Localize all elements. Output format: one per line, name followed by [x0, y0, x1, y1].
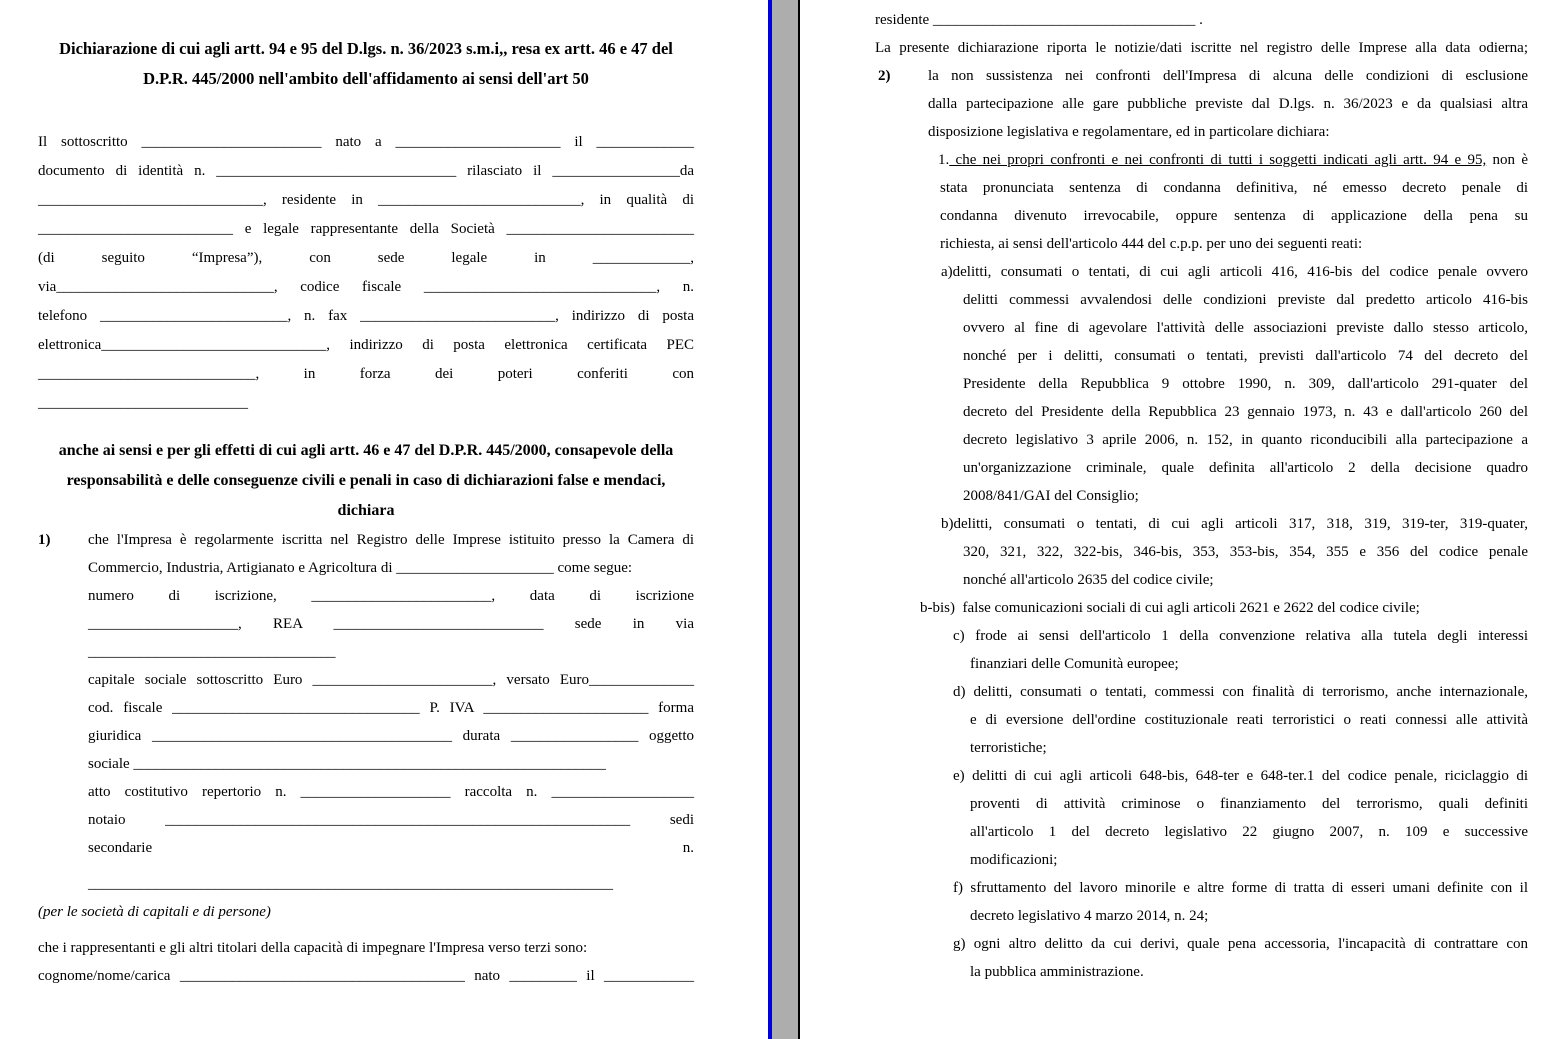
item-1-registro-imprese — [38, 526, 694, 898]
clause-c-line-1: c) frode ai sensi dell'articolo 1 della convenzione relativa alla tutela degli interessi — [953, 628, 1528, 644]
clause-c — [875, 622, 1528, 678]
clause-a-line-1: a)delitti, consumati o tentati, di cui agli articoli 416, 416-bis del codice penale ovvero — [941, 264, 1528, 280]
clause-b-line-1: b)delitti, consumati o tentati, di cui agli articoli 317, 318, 319, 319-ter, 319-quater, — [941, 516, 1528, 532]
dichiara-heading: dichiara — [337, 502, 395, 519]
item-1-line-notaio: notaio ______________________________________________________________ sedi — [88, 812, 694, 828]
item-1-line-atto-costitutivo: atto costitutivo repertorio n. ____________________ raccolta n. ___________________ — [88, 784, 694, 800]
clause-b-bis: b-bis) false comunicazioni sociali di cui agli articoli 2621 e 2622 del codice civile; — [920, 600, 1420, 616]
clause-a-line-8: un'organizzazione criminale, quale definita all'articolo 2 della decisione quadro — [963, 460, 1528, 476]
representatives-section — [38, 934, 694, 990]
clause-a-line-6: decreto del Presidente della Repubblica 23 gennaio 1973, n. 43 e dall'articolo 260 del — [963, 404, 1528, 420]
sub-item-1-line-1: 1. che nei propri confronti e nei confronti di tutti i soggetti indicati agli artt. 94 e 95, non è — [938, 152, 1528, 168]
clause-f-line-1: f) sfruttamento del lavoro minorile e altre forme di tratta di esseri umani definite con il — [953, 880, 1528, 896]
form-line-sede-legale: (di seguito “Impresa”), con sede legale in _____________, — [38, 250, 694, 266]
clause-d-line-2: e di eversione dell'ordine costituzionale reati terroristici o reati connessi alle attività — [970, 712, 1528, 728]
form-line-rappresentante: __________________________ e legale rappresentante della Società _________________________ — [38, 221, 694, 237]
clause-a-line-3: ovvero al fine di agevolare l'attività delle associazioni previste dallo stesso articolo, — [963, 320, 1528, 336]
item-2-line-2: dalla partecipazione alle gare pubbliche previste dal D.lgs. n. 36/2023 e da qualsiasi altra — [928, 96, 1528, 112]
item-2-non-sussistenza — [875, 62, 1528, 146]
form-line-documento: documento di identità n. ________________________________ rilasciato il _________________da — [38, 163, 694, 179]
clause-g — [875, 930, 1528, 986]
clause-g-line-2: la pubblica amministrazione. — [970, 964, 1144, 980]
clause-f-line-2: decreto legislativo 4 marzo 2014, n. 24; — [970, 908, 1209, 924]
clause-e-line-2: proventi di attività criminose o finanziamento del terrorismo, quali definiti — [970, 796, 1528, 812]
clause-a — [875, 258, 1528, 510]
representatives-fields-line: cognome/nome/carica ______________________________________ nato _________ il ____________ — [38, 968, 694, 984]
item-1-line-numero-iscrizione: numero di iscrizione, ________________________, data di iscrizione — [88, 588, 694, 604]
registro-notice-line: La presente dichiarazione riporta le notizie/dati iscritte nel registro delle Imprese alla data odierna; — [875, 40, 1528, 56]
sub-item-1-number: 1. — [938, 152, 950, 168]
item-1-line-camera-commercio: Commercio, Industria, Artigianato e Agricoltura di _____________________ come segue: — [88, 560, 633, 576]
item-1-line-1: 1) che l'Impresa è regolarmente iscritta nel Registro delle Imprese istituito presso la Camera di — [88, 526, 694, 554]
item-1-line-sedi-secondarie: secondarie n. — [88, 840, 694, 856]
item-1-line-piva: cod. fiscale _________________________________ P. IVA ______________________ forma — [88, 700, 694, 716]
item-1-line-rea: ____________________, REA ____________________________ sede in via — [88, 616, 694, 632]
item-1-marker: 1) — [38, 532, 51, 548]
form-line-codice-fiscale: via_____________________________, codice fiscale _______________________________, n. — [38, 279, 694, 295]
clause-e-line-3: all'articolo 1 del decreto legislativo 22 giugno 2007, n. 109 e successive — [970, 824, 1528, 840]
clause-e-line-4: modificazioni; — [970, 852, 1058, 868]
title-line-2: D.P.R. 445/2000 nell'ambito dell'affidamento ai sensi dell'art 50 — [143, 69, 589, 88]
page-1 — [0, 0, 768, 1039]
form-line-telefono-fax: telefono _________________________, n. fax __________________________, indirizzo di posta — [38, 308, 694, 324]
blank-underline: _________________________________ — [88, 644, 336, 660]
clause-a-line-2: delitti commessi avvalendosi delle condizioni previste dal predetto articolo 416-bis — [963, 292, 1528, 308]
clause-a-line-7: decreto legislativo 3 aprile 2006, n. 152, in quanto riconducibili alla partecipazione a — [963, 432, 1528, 448]
item-2-marker: 2) — [878, 68, 891, 84]
clause-a-line-5: Presidente della Repubblica 9 ottobre 1990, n. 309, dall'articolo 291-quater del — [963, 376, 1528, 392]
sub-item-1-line-2: stata pronunciata sentenza di condanna definitiva, né emesso decreto penale di — [940, 180, 1528, 196]
clause-g-line-1: g) ogni altro delitto da cui derivi, quale pena accessoria, l'incapacità di contrattare con — [953, 936, 1528, 952]
document-title — [38, 34, 694, 94]
form-line-sottoscritto: Il sottoscritto ________________________ nato a ______________________ il _____________ — [38, 134, 694, 150]
item-1-line-forma-giuridica: giuridica ________________________________________ durata _________________ oggetto — [88, 728, 694, 744]
clause-f — [875, 874, 1528, 930]
clause-a-line-9: 2008/841/GAI del Consiglio; — [963, 488, 1139, 504]
item-2-line-3: disposizione legislativa e regolamentare, ed in particolare dichiara: — [928, 124, 1330, 140]
sub-item-1-condanne — [875, 146, 1528, 258]
item-1-line-oggetto-sociale: sociale _______________________________________________________________ — [88, 756, 606, 772]
form-line-residente-cont: residente ___________________________________ . — [875, 12, 1203, 28]
clause-d-line-1: d) delitti, consumati o tentati, commessi con finalità di terrorismo, anche internazionale, — [953, 684, 1528, 700]
clause-d — [875, 678, 1528, 762]
societa-note-italic: (per le società di capitali e di persone) — [38, 904, 271, 920]
clause-b-line-3: nonché all'articolo 2635 del codice civile; — [963, 572, 1214, 588]
clause-c-line-2: finanziari delle Comunità europee; — [970, 656, 1179, 672]
clause-d-line-3: terroristiche; — [970, 740, 1047, 756]
declarant-intro-paragraph — [38, 128, 694, 418]
clause-a-line-4: nonché per i delitti, consumati o tentati, previsti dall'articolo 74 del decreto del — [963, 348, 1528, 364]
title-line-1: Dichiarazione di cui agli artt. 94 e 95 del D.lgs. n. 36/2023 s.m.i,, resa ex artt. 46 e 47 del — [59, 39, 673, 58]
representatives-intro-line: che i rappresentanti e gli altri titolari della capacità di impegnare l'Impresa verso terzi sono: — [38, 940, 588, 956]
item-2-line-1: 2) la non sussistenza nei confronti dell'Impresa di alcuna delle condizioni di esclusione — [928, 62, 1528, 90]
clause-b-line-2: 320, 321, 322, 322-bis, 346-bis, 353, 353-bis, 354, 355 e 356 del codice penale — [963, 544, 1528, 560]
sub-item-1-line-4: richiesta, ai sensi dell'articolo 444 del c.p.p. per uno dei seguenti reati: — [940, 236, 1363, 252]
clause-e-line-1: e) delitti di cui agli articoli 648-bis, 648-ter e 648-ter.1 del codice penale, riciclaggio di — [953, 768, 1528, 784]
clause-e — [875, 762, 1528, 874]
sub-item-1-line-3: condanna divenuto irrevocabile, oppure sentenza di applicazione della pena su — [940, 208, 1528, 224]
page-2 — [800, 0, 1548, 1039]
oath-line-2: responsabilità e delle conseguenze civili e penali in caso di dichiarazioni false e mendaci, — [66, 472, 666, 489]
clause-b — [875, 510, 1528, 594]
item-1-line-capitale: capitale sociale sottoscritto Euro ________________________, versato Euro______________ — [88, 672, 694, 688]
form-line-email-pec: elettronica______________________________, indirizzo di posta elettronica certificata PEC — [38, 337, 694, 353]
blank-underline: ____________________________ — [38, 395, 248, 411]
sub-item-1-underlined-text: che nei propri confronti e nei confronti di tutti i soggetti indicati agli artt. 94 e 95, — [949, 152, 1487, 168]
form-line-residente: ______________________________, residente in ___________________________, in qualità di — [38, 192, 694, 208]
blank-underline: ______________________________________________________________________ — [88, 876, 613, 892]
oath-statement — [38, 436, 694, 526]
oath-line-1: anche ai sensi e per gli effetti di cui agli artt. 46 e 47 del D.P.R. 445/2000, consapevole della — [58, 442, 674, 459]
page-gutter — [772, 0, 798, 1039]
form-line-poteri: _____________________________, in forza dei poteri conferiti con — [38, 366, 694, 382]
